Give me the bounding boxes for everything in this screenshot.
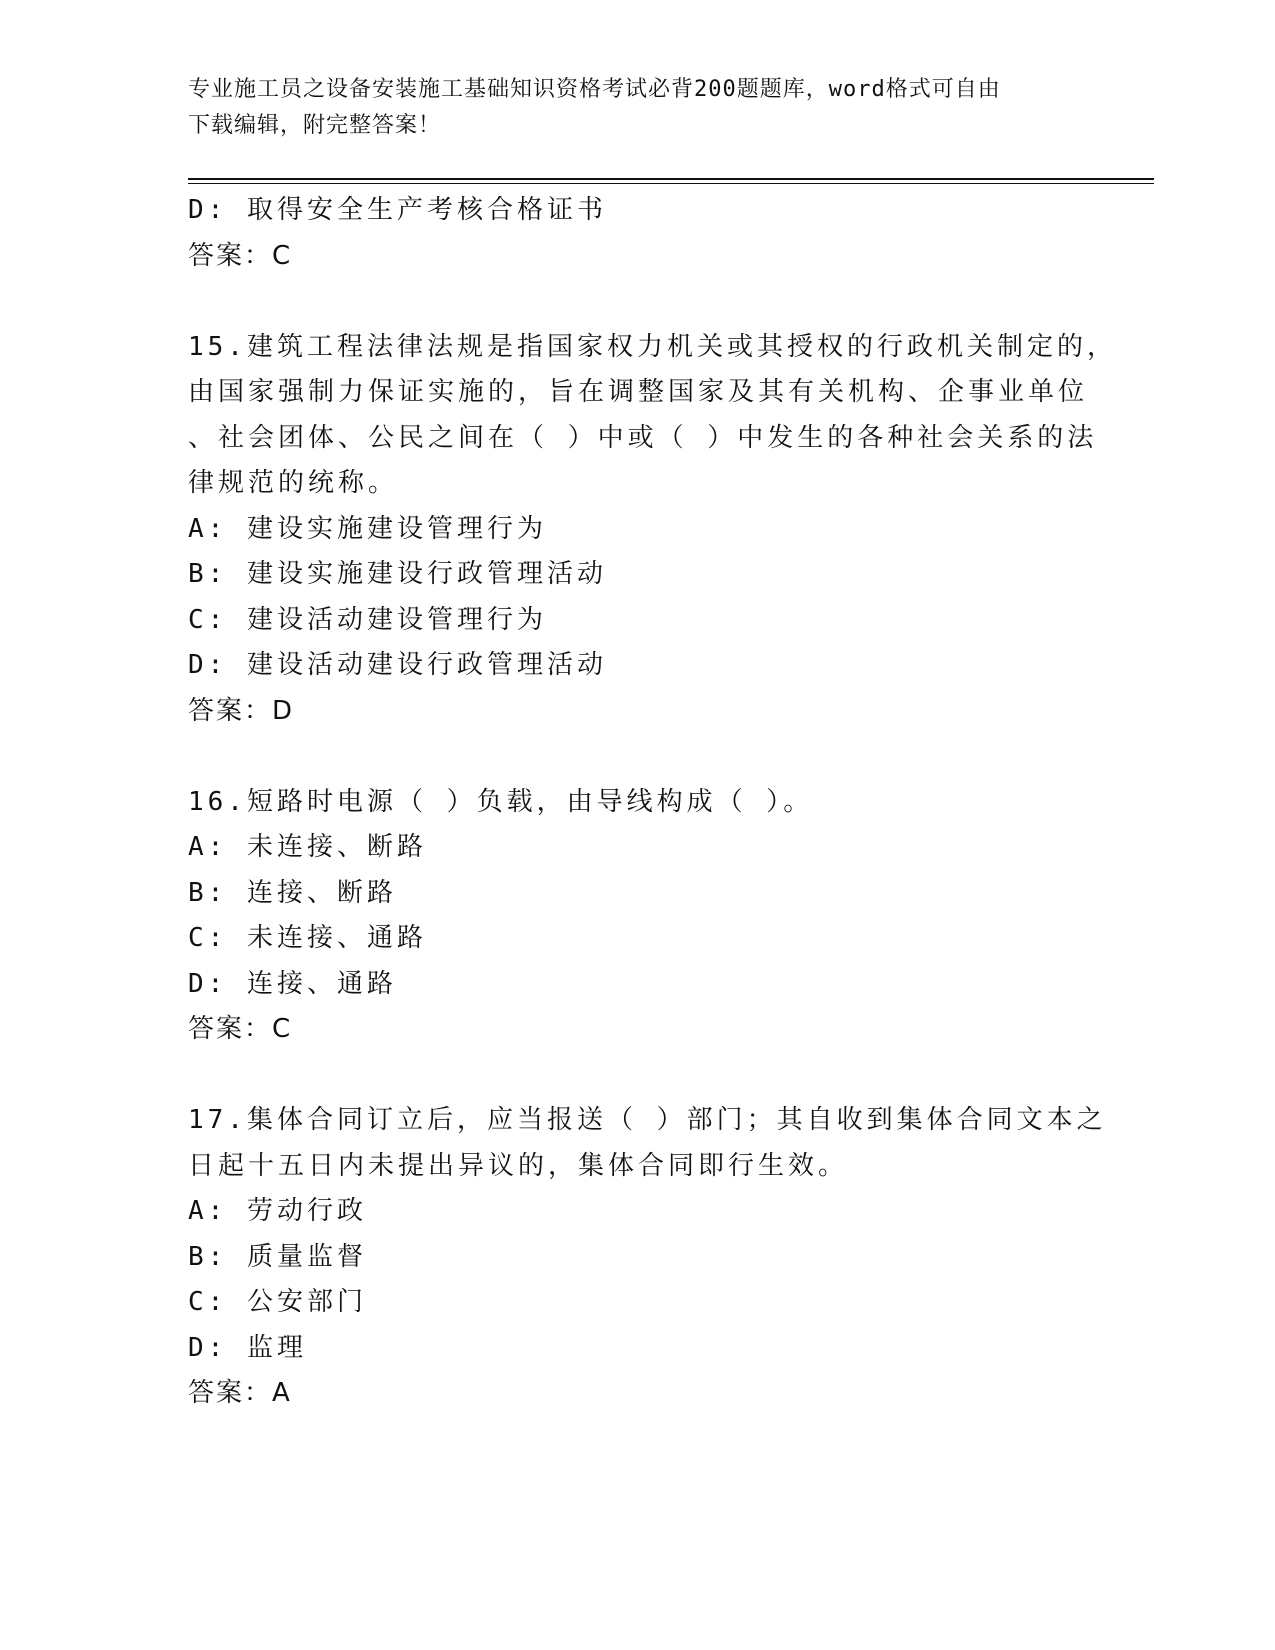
spacer [188, 1053, 1068, 1099]
option-a: A: 建设实施建设管理行为 [188, 513, 547, 544]
question-stem [188, 780, 1068, 826]
answer-line: 答案：C [188, 1014, 293, 1044]
option-d: D: 连接、通路 [188, 968, 397, 999]
option-c: C: 建设活动建设管理行为 [188, 604, 547, 635]
option-a: A: 未连接、断路 [188, 832, 427, 862]
document-content [188, 188, 1117, 1417]
answer-line: 答案：C [188, 240, 293, 271]
option-d: D: 监理 [188, 1332, 307, 1363]
stem-line: 15.建筑工程法律法规是指国家权力机关或其授权的行政机关制定的， [188, 331, 1117, 362]
option-d: D: 建设活动建设行政管理活动 [188, 650, 607, 680]
stem-line: 日起十五日内未提出异议的，集体合同即行生效。 [188, 1150, 849, 1181]
option-a: A: 劳动行政 [188, 1196, 367, 1226]
stem-line: 16.短路时电源（ ）负载，由导线构成（ ）。 [188, 786, 814, 817]
stem-line: 律规范的统称。 [188, 468, 399, 498]
question-stem [188, 1098, 1107, 1189]
option-b: B: 质量监督 [188, 1241, 367, 1272]
question-15 [188, 325, 1117, 735]
answer-line: 答案：A [188, 1378, 292, 1408]
option-c: C: 未连接、通路 [188, 923, 427, 953]
spacer [188, 279, 1068, 325]
header-divider-thick [188, 178, 1154, 180]
option-b: B: 建设实施建设行政管理活动 [188, 559, 607, 589]
stem-line: 由国家强制力保证实施的，旨在调整国家及其有关机构、企事业单位 [188, 377, 1089, 407]
prev-question-tail [188, 188, 1068, 279]
option-d: D: 取得安全生产考核合格证书 [188, 195, 607, 225]
spacer [188, 734, 1068, 780]
header-line-2: 下载编辑，附完整答案！ [188, 113, 442, 138]
stem-line: 、社会团体、公民之间在（ ）中或（ ）中发生的各种社会关系的法 [188, 422, 1098, 453]
option-c: C: 公安部门 [188, 1287, 367, 1317]
header-line-1: 专业施工员之设备安装施工基础知识资格考试必背200题题库，word格式可自由 [188, 77, 1001, 102]
document-header [188, 72, 1068, 144]
question-17 [188, 1098, 1107, 1417]
answer-line: 答案：D [188, 695, 295, 726]
question-stem [188, 325, 1117, 507]
question-16 [188, 780, 1068, 1053]
option-b: B: 连接、断路 [188, 877, 397, 908]
stem-line: 17.集体合同订立后，应当报送（ ）部门；其自收到集体合同文本之 [188, 1105, 1107, 1135]
header-divider-thin [188, 183, 1154, 184]
